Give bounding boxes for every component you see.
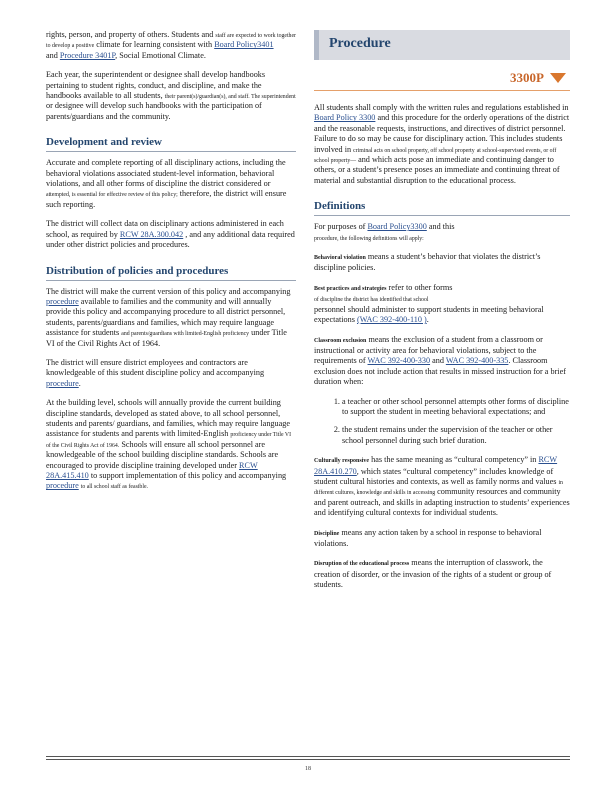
text: .	[78, 378, 81, 388]
small-text: proficiency under Title VI of the Civil Rights Act of 1964.	[46, 432, 292, 449]
text: and which acts pose an immediate and continuing danger to others, or a student’s presence poses an immediate and continuing threat of material and substantial disruption to the educational process.	[314, 155, 560, 185]
text: .	[426, 315, 429, 325]
procedure-code: 3300P	[510, 70, 544, 85]
text: and this	[428, 222, 455, 232]
text: and	[46, 50, 58, 60]
definitions-intro	[314, 222, 570, 243]
definition-text: refer to other forms	[388, 282, 453, 292]
definition-culturally-responsive	[314, 455, 570, 518]
definition-behavioral-violation	[314, 252, 570, 274]
definition-term: Discipline	[314, 530, 340, 537]
text: Schools will ensure all school personnel are knowledgeable of the school building discipline standards. Schools are encouraged to provide discipline training developed under	[46, 439, 279, 470]
small-text: and parents/guardians with limited-English proficiency	[121, 331, 250, 338]
board-policy-3300-link[interactable]: Board Policy 3300	[314, 113, 376, 123]
rcw-28a-300-042-link[interactable]: RCW 28A.300.042	[119, 229, 184, 239]
definition-best-practices	[314, 283, 570, 326]
definition-text: . Classroom exclusion does not include action that results in missed instruction for a brief duration when:	[314, 356, 566, 387]
procedure-link[interactable]: procedure	[46, 481, 79, 491]
heading-definitions: Definitions	[314, 200, 570, 216]
board-policy-3401-link[interactable]: Board Policy3401	[214, 40, 274, 50]
rcw-28a-410-270-link[interactable]: RCW 28A.410.270	[314, 455, 558, 476]
triangle-down-icon	[550, 73, 566, 83]
definition-text: means the exclusion of a student from a classroom or instructional or activity area for behavioral violations, subject to the requirements of	[314, 334, 543, 366]
text: , and any additional data required under other district policies and procedures.	[46, 229, 295, 250]
definition-term: Disruption of the educational process	[314, 561, 410, 568]
definition-term: Behavioral violation	[314, 255, 366, 262]
list-item: 1. a teacher or other school personnel attempts other forms of discipline to support the student in meeting behavioral expectations; and	[342, 397, 570, 418]
text: The district will ensure district employees and contractors are knowledgeable of this student discipline policy and accompanying	[46, 357, 265, 378]
list-item: 2. the student remains under the supervision of the teacher or other school personnel during such brief duration.	[342, 425, 570, 446]
small-text: of discipline the district has identified that school	[314, 297, 429, 304]
text: rights, person, and property of others. Students and	[46, 30, 214, 39]
definition-term: Classroom exclusion	[314, 337, 367, 344]
intro-paragraph	[46, 30, 296, 61]
procedure-3401p-link[interactable]: Procedure 3401P	[59, 50, 116, 60]
text: and	[432, 356, 444, 366]
handbooks-paragraph	[46, 70, 296, 122]
procedure-link[interactable]: procedure	[46, 296, 79, 306]
definition-term: Culturally responsive	[314, 458, 370, 465]
board-policy-3300-link[interactable]: Board Policy3300	[367, 222, 427, 232]
small-text: criminal acts on school property, off school property	[353, 147, 475, 154]
small-text: at school-supervised events, or off school property—	[314, 147, 557, 165]
wac-392-400-335-link[interactable]: WAC 392-400-335	[445, 356, 509, 366]
text: under Title VI of the Civil Rights Act of 1964.	[46, 328, 287, 348]
footer-rule	[46, 759, 570, 760]
wac-392-400-110-link[interactable]: (WAC 392-400-110 )	[356, 315, 427, 325]
compliance-paragraph	[314, 103, 570, 186]
footer-rule	[46, 756, 570, 757]
rcw-28a-415-410-link[interactable]: RCW 28A.415.410	[46, 460, 258, 480]
definition-text: means any action taken by a school in response to behavioral violations.	[314, 527, 542, 548]
small-text: their parent(s)/guardian(s), and staff. The superintendent	[164, 94, 296, 101]
procedure-code-row	[314, 68, 570, 91]
definition-classroom-exclusion	[314, 335, 570, 388]
text: , Social Emotional Climate.	[115, 50, 206, 60]
distribution-paragraph	[46, 287, 296, 349]
left-column	[46, 30, 296, 501]
definition-disruption	[314, 558, 570, 590]
text: climate for learning consistent with	[96, 40, 213, 50]
definition-text: means a student’s behavior that violates the district’s discipline policies.	[314, 252, 541, 273]
small-text: procedure, the following definitions will apply:	[314, 235, 424, 242]
text: therefore, the district will ensure such reporting.	[46, 189, 287, 209]
text: The district will make the current version of this policy and accompanying	[46, 286, 291, 296]
small-text: to all school staff as feasible.	[80, 484, 148, 491]
text: At the building level, schools will annually provide the current building discipline standards, developed as stated above, to all school personnel, students and parents/ guardians, and families, which may require language assistance for students and parents with limited-English	[46, 398, 290, 439]
data-collection-paragraph	[46, 219, 296, 250]
text: Each year, the superintendent or designee shall develop handbooks pertaining to student rights, conduct, and discipline, and make the handbooks available to all students,	[46, 70, 266, 101]
text: available to families and the community and will annually provide this policy and accompanying procedure to all district personnel, students, parents/guardians and families, which may require language assistance for students	[46, 296, 286, 338]
procedure-link[interactable]: procedure	[46, 378, 79, 388]
text: or designee will develop such handbooks with the participation of parents/guardians and the community.	[46, 101, 262, 121]
text: All students shall comply with the written rules and regulations established in	[314, 103, 569, 112]
definition-text: community resources and community and parent outreach, and skills in adapting instruction to students’ experiences and identifying cultural contexts for individual students.	[314, 487, 570, 518]
text: For purposes of	[314, 222, 366, 232]
definition-text: means the interruption of classwork, the creation of disorder, or the invasion of the rights of a student or group of students.	[314, 558, 552, 590]
heading-distribution: Distribution of policies and procedures	[46, 265, 296, 281]
knowledgeable-paragraph	[46, 358, 296, 389]
building-level-paragraph	[46, 398, 296, 492]
definition-discipline	[314, 528, 570, 550]
small-text: attempted, is essential for effective review of this policy;	[46, 192, 178, 199]
page-number: 18	[305, 766, 311, 772]
text: to support implementation of this policy and accompanying	[90, 471, 287, 480]
exclusion-conditions-list	[314, 397, 570, 447]
small-text: in different cultures, knowledge and skills in accessing	[314, 479, 563, 497]
definition-text: has the same meaning as “cultural competency” in	[371, 455, 537, 465]
reporting-paragraph	[46, 158, 296, 210]
procedure-title: Procedure	[329, 36, 391, 51]
text: and this procedure for the orderly operations of the district and the reasonable requests, instructions, and directives of district personnel. Failure to do so may be cause for disciplinary action. This includes students involved in	[314, 113, 570, 154]
text: Accurate and complete reporting of all disciplinary actions, including the behavioral violations associated student-level information, behavioral violations, and all other forms of discipline the district considered or	[46, 158, 286, 189]
heading-development-review: Development and review	[46, 136, 296, 152]
wac-392-400-330-link[interactable]: WAC 392-400-330	[367, 356, 431, 366]
text: The district will collect data on disciplinary actions administered in each school, as required by	[46, 219, 284, 239]
procedure-banner	[314, 30, 570, 60]
small-text: staff are expected to work together to develop a positive	[46, 33, 296, 50]
definition-text: personnel should administer to support students in meeting behavioral expectations	[314, 304, 544, 325]
definition-text: , which states “cultural competency” includes knowledge of student cultural histories and contexts, as well as family norms and values	[314, 466, 557, 486]
definition-term: Best practices and strategies	[314, 285, 387, 292]
right-column	[314, 30, 570, 600]
